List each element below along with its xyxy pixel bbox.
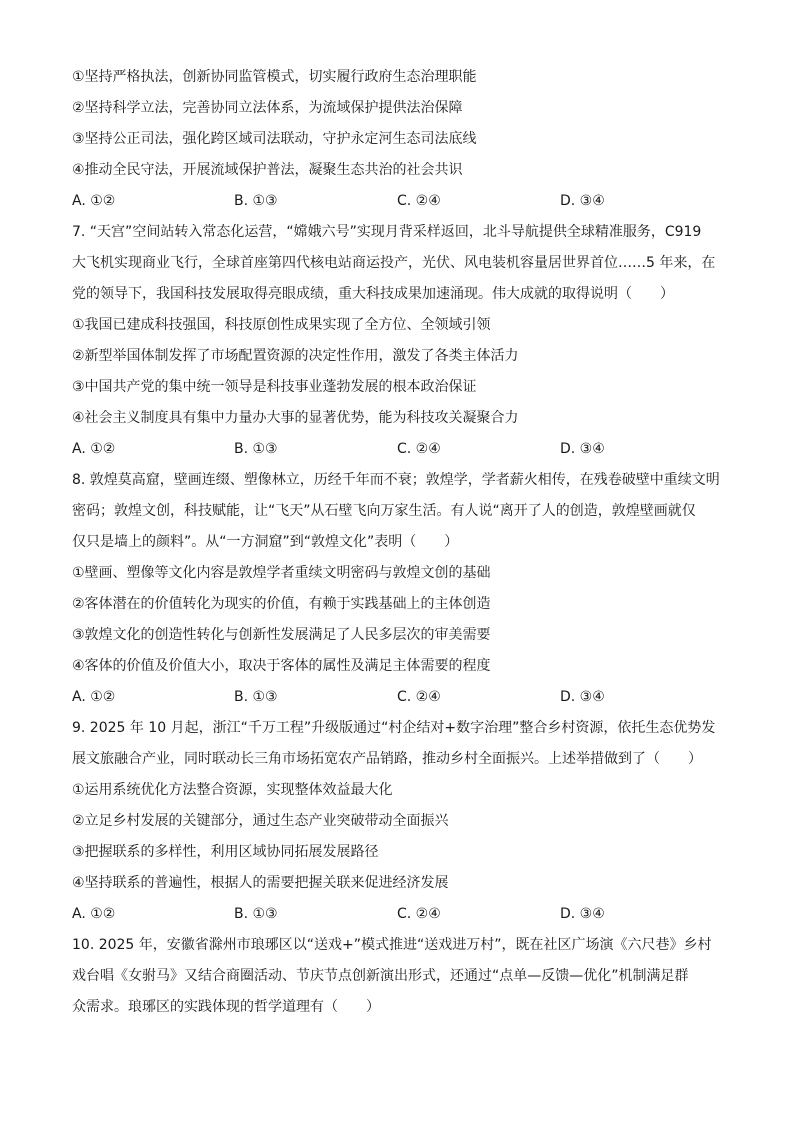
q8-option-1: ①壁画、塑像等文化内容是敦煌学者重续文明密码与敦煌文创的基础 — [72, 565, 491, 581]
q7-option-2: ②新型举国体制发挥了市场配置资源的决定性作用，激发了各类主体活力 — [72, 348, 519, 364]
q6-option-3: ③坚持公正司法，强化跨区域司法联动，守护永定河生态司法底线 — [72, 131, 477, 147]
q10-stem-line-1: 10. 2025 年，安徽省滁州市琅琊区以“送戏+”模式推进“送戏进万村”，既在社区广场演《六尺巷》乡村 — [72, 937, 712, 953]
q6-option-1: ①坚持严格执法，创新协同监管模式，切实履行政府生态治理职能 — [72, 69, 477, 85]
q7-option-4: ④社会主义制度具有集中力量办大事的显著优势，能为科技攻关凝聚合力 — [72, 410, 519, 426]
q9-option-1: ①运用系统优化方法整合资源，实现整体效益最大化 — [72, 782, 393, 798]
q8-option-3: ③敦煌文化的创造性转化与创新性发展满足了人民多层次的审美需要 — [72, 627, 491, 643]
q7-choice-a: A. ①② — [72, 441, 116, 457]
q9-option-3: ③把握联系的多样性，利用区域协同拓展发展路径 — [72, 844, 379, 860]
q9-choice-a: A. ①② — [72, 906, 116, 922]
q8-choice-d: D. ③④ — [560, 689, 605, 705]
q10-stem-line-2: 戏台唱《女驸马》又结合商圈活动、节庆节点创新演出形式，还通过“点单—反馈—优化”机制满足群 — [72, 968, 689, 984]
q9-option-4: ④坚持联系的普遍性，根据人的需要把握关联来促进经济发展 — [72, 875, 449, 891]
q8-stem-line-2: 密码；敦煌文创，科技赋能，让“飞天”从石壁飞向万家生活。有人说“离开了人的创造，敦煌壁画就仅 — [72, 503, 696, 519]
question-10 — [72, 930, 732, 1023]
exam-page — [72, 62, 732, 1023]
q6-option-4: ④推动全民守法，开展流域保护普法，凝聚生态共治的社会共识 — [72, 162, 463, 178]
q7-choice-b: B. ①③ — [234, 441, 278, 457]
q10-stem-line-3: 众需求。琅琊区的实践体现的哲学道理有（ ） — [72, 999, 380, 1015]
q8-choice-a: A. ①② — [72, 689, 116, 705]
q7-stem-line-1: 7. “天宫”空间站转入常态化运营，“嫦娥六号”实现月背采样返回，北斗导航提供全球精准服务，C919 — [72, 224, 702, 240]
q7-stem-line-3: 党的领导下，我国科技发展取得亮眼成绩，重大科技成果加速涌现。伟大成就的取得说明（ ） — [72, 286, 674, 302]
question-7 — [72, 217, 732, 465]
q6-choice-a: A. ①② — [72, 193, 116, 209]
q6-choice-c: C. ②④ — [397, 193, 441, 209]
q7-choices — [72, 434, 732, 465]
q8-stem-line-3: 仅只是墙上的颜料”。从“一方洞窟”到“敦煌文化”表明（ ） — [72, 534, 459, 550]
q9-stem-line-2: 展文旅融合产业，同时联动长三角市场拓宽农产品销路，推动乡村全面振兴。上述举措做到了（ ） — [72, 751, 702, 767]
q9-choice-d: D. ③④ — [560, 906, 605, 922]
q9-choice-c: C. ②④ — [397, 906, 441, 922]
q8-option-4: ④客体的价值及价值大小，取决于客体的属性及满足主体需要的程度 — [72, 658, 491, 674]
q7-choice-c: C. ②④ — [397, 441, 441, 457]
q9-choices — [72, 899, 732, 930]
q8-choice-b: B. ①③ — [234, 689, 278, 705]
q6-choices — [72, 186, 732, 217]
question-8 — [72, 465, 732, 713]
q7-option-1: ①我国已建成科技强国，科技原创性成果实现了全方位、全领域引领 — [72, 317, 491, 333]
q6-choice-b: B. ①③ — [234, 193, 278, 209]
q8-choice-c: C. ②④ — [397, 689, 441, 705]
q7-stem-line-2: 大飞机实现商业飞行，全球首座第四代核电站商运投产，光伏、风电装机容量居世界首位……5 年来，在 — [72, 255, 716, 271]
q9-option-2: ②立足乡村发展的关键部分，通过生态产业突破带动全面振兴 — [72, 813, 449, 829]
q9-choice-b: B. ①③ — [234, 906, 278, 922]
question-6 — [72, 62, 732, 217]
q7-choice-d: D. ③④ — [560, 441, 605, 457]
q7-option-3: ③中国共产党的集中统一领导是科技事业蓬勃发展的根本政治保证 — [72, 379, 477, 395]
q8-option-2: ②客体潜在的价值转化为现实的价值，有赖于实践基础上的主体创造 — [72, 596, 491, 612]
q6-option-2: ②坚持科学立法，完善协同立法体系，为流域保护提供法治保障 — [72, 100, 463, 116]
q6-choice-d: D. ③④ — [560, 193, 605, 209]
q8-stem-line-1: 8. 敦煌莫高窟，壁画连缀、塑像林立，历经千年而不衰；敦煌学，学者薪火相传，在残卷破壁中重续文明 — [72, 472, 720, 488]
question-9 — [72, 713, 732, 930]
q8-choices — [72, 682, 732, 713]
q9-stem-line-1: 9. 2025 年 10 月起，浙江“千万工程”升级版通过“村企结对+数字治理”整合乡村资源，依托生态优势发 — [72, 720, 716, 736]
